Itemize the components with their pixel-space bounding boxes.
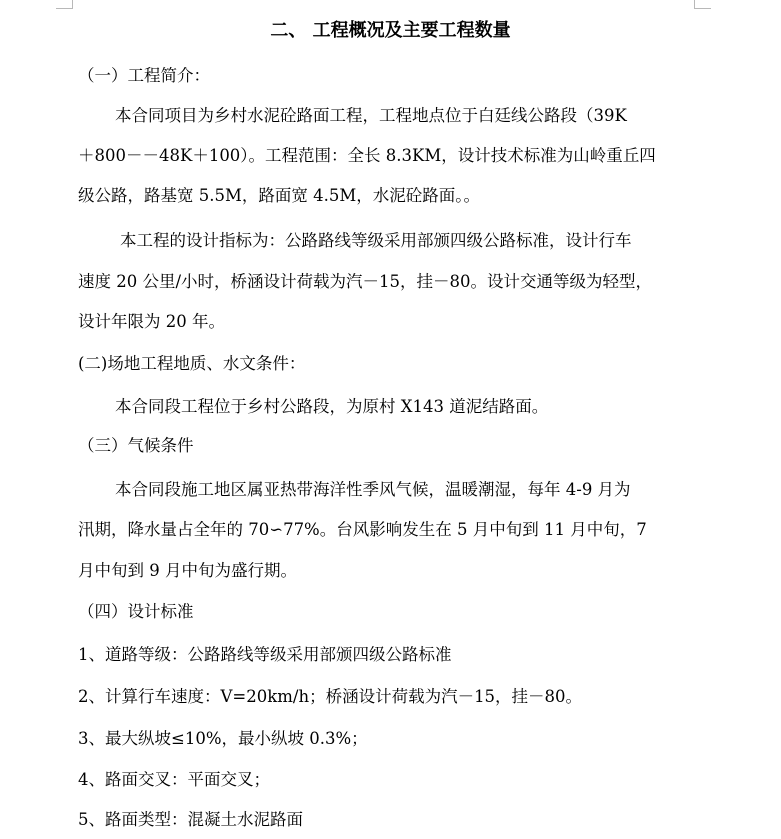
paragraph-line: 级公路，路基宽 5.5M，路面宽 4.5M，水泥砼路面。。: [78, 186, 481, 205]
list-item: 2、计算行车速度：V=20km/h；桥涵设计荷载为汽－15，挂－80。: [78, 687, 583, 706]
section-heading-climate: （三）气候条件: [78, 436, 194, 455]
list-item: 3、最大纵坡≤10%，最小纵坡 0.3%；: [78, 729, 368, 748]
paragraph-line: 本工程的设计指标为：公路路线等级采用部颁四级公路标准，设计行车: [120, 231, 632, 250]
paragraph-line: 月中旬到 9 月中旬为盛行期。: [78, 561, 297, 580]
list-item: 4、路面交叉：平面交叉；: [78, 770, 270, 789]
section-heading-site: (二)场地工程地质、水文条件：: [78, 354, 306, 373]
paragraph-line: 设计年限为 20 年。: [78, 312, 225, 331]
document-title: 二、 工程概况及主要工程数量: [270, 20, 511, 41]
paragraph-line: 速度 20 公里/小时，桥涵设计荷载为汽－15，挂－80。设计交通等级为轻型，: [78, 272, 653, 291]
paragraph-line: 本合同段工程位于乡村公路段，为原村 X143 道泥结路面。: [115, 397, 549, 416]
section-heading-standards: （四）设计标准: [78, 602, 194, 621]
paragraph-line: 本合同项目为乡村水泥砼路面工程，工程地点位于白廷线公路段（39K: [115, 106, 627, 125]
list-item: 5、路面类型：混凝土水泥路面: [78, 810, 303, 829]
list-item: 1、道路等级：公路路线等级采用部颁四级公路标准: [78, 645, 452, 664]
paragraph-line: 本合同段施工地区属亚热带海洋性季风气候，温暖潮湿，每年 4-9 月为: [115, 480, 631, 499]
paragraph-line: 汛期，降水量占全年的 70∽77%。台风影响发生在 5 月中旬到 11 月中旬，7: [78, 520, 647, 539]
paragraph-line: ＋800－－48K＋100）。工程范围：全长 8.3KM，设计技术标准为山岭重丘四: [78, 146, 656, 165]
section-heading-intro: （一）工程简介：: [78, 66, 210, 85]
